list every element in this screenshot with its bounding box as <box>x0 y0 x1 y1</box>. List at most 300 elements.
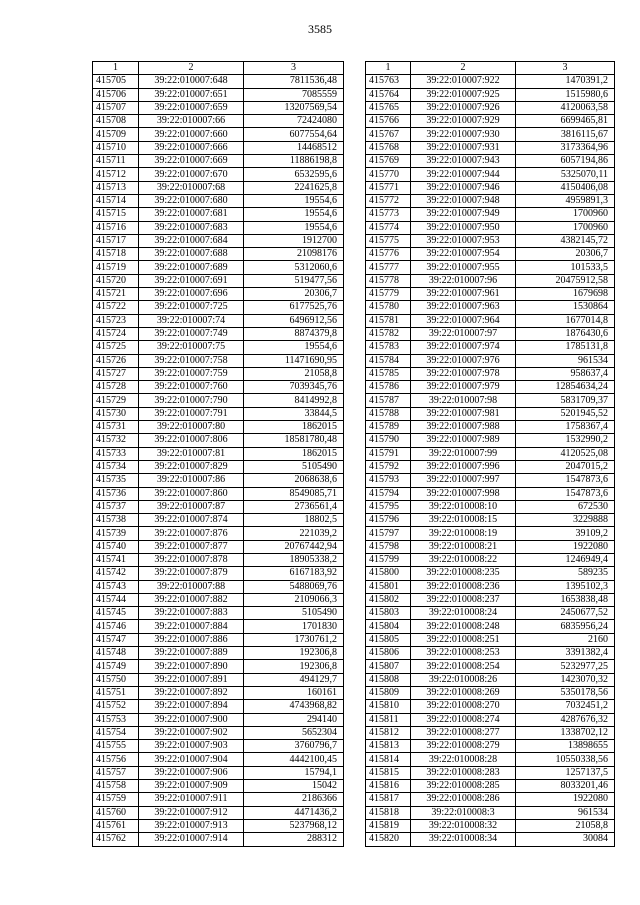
cadastral-number-cell: 39:22:010007:890 <box>139 660 244 673</box>
value-cell: 4150406,08 <box>516 181 615 194</box>
value-cell: 4743968,82 <box>244 700 344 713</box>
value-cell: 2047015,2 <box>516 460 615 473</box>
row-number-cell: 415755 <box>93 740 139 753</box>
table-row <box>366 593 615 606</box>
value-cell: 7085559 <box>244 88 344 101</box>
table-row <box>93 753 344 766</box>
table-row <box>366 261 615 274</box>
table-row <box>366 115 615 128</box>
table-row <box>93 394 344 407</box>
table-row <box>366 341 615 354</box>
cadastral-number-cell: 39:22:010007:860 <box>139 487 244 500</box>
row-number-cell: 415775 <box>366 234 411 247</box>
row-number-cell: 415818 <box>366 806 411 819</box>
row-number-cell: 415758 <box>93 780 139 793</box>
table-row <box>93 88 344 101</box>
row-number-cell: 415764 <box>366 88 411 101</box>
value-cell: 5325070,11 <box>516 168 615 181</box>
row-number-cell: 415722 <box>93 301 139 314</box>
row-number-cell: 415753 <box>93 713 139 726</box>
cadastral-number-cell: 39:22:010007:684 <box>139 234 244 247</box>
table-row <box>93 128 344 141</box>
cadastral-number-cell: 39:22:010007:981 <box>411 407 516 420</box>
value-cell: 192306,8 <box>244 647 344 660</box>
table-row <box>93 261 344 274</box>
row-number-cell: 415743 <box>93 580 139 593</box>
cadastral-number-cell: 39:22:010007:725 <box>139 301 244 314</box>
table-row <box>366 168 615 181</box>
cadastral-number-cell: 39:22:010008:274 <box>411 713 516 726</box>
table-row <box>366 288 615 301</box>
row-number-cell: 415761 <box>93 819 139 832</box>
cadastral-number-cell: 39:22:010007:75 <box>139 341 244 354</box>
table-row <box>366 833 615 846</box>
value-cell: 961534 <box>516 806 615 819</box>
table-row <box>366 394 615 407</box>
value-cell: 20767442,94 <box>244 540 344 553</box>
table-row <box>366 580 615 593</box>
value-cell: 1862015 <box>244 421 344 434</box>
column-header-number: 1 <box>366 62 411 75</box>
table-row <box>93 301 344 314</box>
table-row <box>366 633 615 646</box>
row-number-cell: 415805 <box>366 633 411 646</box>
row-number-cell: 415734 <box>93 460 139 473</box>
table-row <box>93 726 344 739</box>
value-cell: 12854634,24 <box>516 381 615 394</box>
table-row <box>366 314 615 327</box>
cadastral-number-cell: 39:22:010007:911 <box>139 793 244 806</box>
value-cell: 10550338,56 <box>516 753 615 766</box>
table-row <box>366 500 615 513</box>
value-cell: 1922080 <box>516 793 615 806</box>
row-number-cell: 415724 <box>93 327 139 340</box>
row-number-cell: 415773 <box>366 208 411 221</box>
cadastral-number-cell: 39:22:010007:666 <box>139 141 244 154</box>
value-cell: 5652304 <box>244 726 344 739</box>
table-row <box>366 354 615 367</box>
cadastral-number-cell: 39:22:010007:874 <box>139 514 244 527</box>
value-cell: 5312060,6 <box>244 261 344 274</box>
cadastral-number-cell: 39:22:010007:884 <box>139 620 244 633</box>
row-number-cell: 415806 <box>366 647 411 660</box>
value-cell: 1730761,2 <box>244 633 344 646</box>
table-row <box>93 660 344 673</box>
row-number-cell: 415750 <box>93 673 139 686</box>
row-number-cell: 415737 <box>93 500 139 513</box>
table-row <box>366 381 615 394</box>
row-number-cell: 415708 <box>93 115 139 128</box>
table-row <box>93 713 344 726</box>
table-row <box>366 700 615 713</box>
value-cell: 2160 <box>516 633 615 646</box>
value-cell: 589235 <box>516 567 615 580</box>
table-row <box>93 833 344 846</box>
value-cell: 18905338,2 <box>244 553 344 566</box>
cadastral-number-cell: 39:22:010008:277 <box>411 726 516 739</box>
value-cell: 15042 <box>244 780 344 793</box>
row-number-cell: 415780 <box>366 301 411 314</box>
cadastral-number-cell: 39:22:010007:998 <box>411 487 516 500</box>
row-number-cell: 415801 <box>366 580 411 593</box>
cadastral-number-cell: 39:22:010007:900 <box>139 713 244 726</box>
row-number-cell: 415814 <box>366 753 411 766</box>
cadastral-number-cell: 39:22:010008:279 <box>411 740 516 753</box>
row-number-cell: 415784 <box>366 354 411 367</box>
table-row <box>93 434 344 447</box>
table-row <box>366 128 615 141</box>
row-number-cell: 415808 <box>366 673 411 686</box>
cadastral-number-cell: 39:22:010007:955 <box>411 261 516 274</box>
cadastral-number-cell: 39:22:010007:926 <box>411 101 516 114</box>
value-cell: 1758367,4 <box>516 421 615 434</box>
table-row <box>93 686 344 699</box>
value-cell: 672530 <box>516 500 615 513</box>
value-cell: 5232977,25 <box>516 660 615 673</box>
value-cell: 19554,6 <box>244 221 344 234</box>
value-cell: 3173364,96 <box>516 141 615 154</box>
table-row <box>366 567 615 580</box>
table-row <box>93 527 344 540</box>
cadastral-number-cell: 39:22:010007:929 <box>411 115 516 128</box>
cadastral-number-cell: 39:22:010007:886 <box>139 633 244 646</box>
table-row <box>366 673 615 686</box>
cadastral-number-cell: 39:22:010007:669 <box>139 155 244 168</box>
row-number-cell: 415719 <box>93 261 139 274</box>
table-row <box>93 700 344 713</box>
cadastral-number-cell: 39:22:010007:88 <box>139 580 244 593</box>
cadastral-number-cell: 39:22:010008:235 <box>411 567 516 580</box>
table-row <box>93 155 344 168</box>
cadastral-number-cell: 39:22:010007:648 <box>139 75 244 88</box>
value-cell: 8414992,8 <box>244 394 344 407</box>
row-number-cell: 415785 <box>366 367 411 380</box>
value-cell: 8033201,46 <box>516 780 615 793</box>
value-cell: 1700960 <box>516 208 615 221</box>
cadastral-number-cell: 39:22:010007:891 <box>139 673 244 686</box>
table-row <box>366 819 615 832</box>
table-row <box>366 327 615 340</box>
table-row <box>366 221 615 234</box>
table-row <box>93 354 344 367</box>
value-cell: 4382145,72 <box>516 234 615 247</box>
cadastral-number-cell: 39:22:010008:286 <box>411 793 516 806</box>
value-cell: 2109066,3 <box>244 593 344 606</box>
cadastral-number-cell: 39:22:010008:237 <box>411 593 516 606</box>
row-number-cell: 415794 <box>366 487 411 500</box>
table-row <box>366 806 615 819</box>
value-cell: 1532990,2 <box>516 434 615 447</box>
row-number-cell: 415763 <box>366 75 411 88</box>
cadastral-number-cell: 39:22:010007:954 <box>411 248 516 261</box>
cadastral-number-cell: 39:22:010008:254 <box>411 660 516 673</box>
value-cell: 519477,56 <box>244 274 344 287</box>
value-cell: 101533,5 <box>516 261 615 274</box>
value-cell: 2241625,8 <box>244 181 344 194</box>
table-row <box>93 115 344 128</box>
row-number-cell: 415819 <box>366 819 411 832</box>
row-number-cell: 415776 <box>366 248 411 261</box>
row-number-cell: 415807 <box>366 660 411 673</box>
row-number-cell: 415813 <box>366 740 411 753</box>
cadastral-number-cell: 39:22:010008:15 <box>411 514 516 527</box>
value-cell: 3391382,4 <box>516 647 615 660</box>
value-cell: 160161 <box>244 686 344 699</box>
value-cell: 6177525,76 <box>244 301 344 314</box>
cadastral-number-cell: 39:22:010007:883 <box>139 607 244 620</box>
table-row <box>366 248 615 261</box>
value-cell: 1700960 <box>516 221 615 234</box>
row-number-cell: 415765 <box>366 101 411 114</box>
cadastral-number-cell: 39:22:010008:34 <box>411 833 516 846</box>
row-number-cell: 415804 <box>366 620 411 633</box>
cadastral-number-cell: 39:22:010007:963 <box>411 301 516 314</box>
value-cell: 5488069,76 <box>244 580 344 593</box>
value-cell: 6077554,64 <box>244 128 344 141</box>
table-row <box>93 168 344 181</box>
table-row <box>93 819 344 832</box>
row-number-cell: 415725 <box>93 341 139 354</box>
cadastral-number-cell: 39:22:010007:882 <box>139 593 244 606</box>
value-cell: 4442100,45 <box>244 753 344 766</box>
value-cell: 1862015 <box>244 447 344 460</box>
table-row <box>366 540 615 553</box>
cadastral-number-cell: 39:22:010007:681 <box>139 208 244 221</box>
row-number-cell: 415749 <box>93 660 139 673</box>
table-row <box>366 660 615 673</box>
table-row <box>366 766 615 779</box>
table-row <box>366 234 615 247</box>
row-number-cell: 415732 <box>93 434 139 447</box>
value-cell: 33844,5 <box>244 407 344 420</box>
row-number-cell: 415786 <box>366 381 411 394</box>
value-cell: 6699465,81 <box>516 115 615 128</box>
value-cell: 4471436,2 <box>244 806 344 819</box>
cadastral-number-cell: 39:22:010007:99 <box>411 447 516 460</box>
cadastral-number-cell: 39:22:010007:979 <box>411 381 516 394</box>
cadastral-number-cell: 39:22:010007:974 <box>411 341 516 354</box>
value-cell: 5201945,52 <box>516 407 615 420</box>
table-row <box>93 314 344 327</box>
column-header-value: 3 <box>244 62 344 75</box>
table-row <box>366 514 615 527</box>
table-row <box>93 607 344 620</box>
value-cell: 20306,7 <box>516 248 615 261</box>
value-cell: 5105490 <box>244 460 344 473</box>
value-cell: 8549085,71 <box>244 487 344 500</box>
row-number-cell: 415810 <box>366 700 411 713</box>
row-number-cell: 415817 <box>366 793 411 806</box>
table-row <box>366 753 615 766</box>
value-cell: 14468512 <box>244 141 344 154</box>
value-cell: 5237968,12 <box>244 819 344 832</box>
table-header-row <box>93 62 344 75</box>
cadastral-number-cell: 39:22:010007:877 <box>139 540 244 553</box>
row-number-cell: 415714 <box>93 194 139 207</box>
row-number-cell: 415799 <box>366 553 411 566</box>
value-cell: 1547873,6 <box>516 487 615 500</box>
row-number-cell: 415788 <box>366 407 411 420</box>
table-row <box>366 88 615 101</box>
cadastral-number-cell: 39:22:010007:976 <box>411 354 516 367</box>
cadastral-number-cell: 39:22:010007:86 <box>139 474 244 487</box>
row-number-cell: 415713 <box>93 181 139 194</box>
table-row <box>93 447 344 460</box>
row-number-cell: 415709 <box>93 128 139 141</box>
row-number-cell: 415809 <box>366 686 411 699</box>
value-cell: 1677014,8 <box>516 314 615 327</box>
value-cell: 18581780,48 <box>244 434 344 447</box>
row-number-cell: 415800 <box>366 567 411 580</box>
table-row <box>366 474 615 487</box>
row-number-cell: 415746 <box>93 620 139 633</box>
cadastral-number-cell: 39:22:010007:659 <box>139 101 244 114</box>
row-number-cell: 415735 <box>93 474 139 487</box>
value-cell: 13898655 <box>516 740 615 753</box>
cadastral-number-cell: 39:22:010008:32 <box>411 819 516 832</box>
value-cell: 5105490 <box>244 607 344 620</box>
row-number-cell: 415787 <box>366 394 411 407</box>
cadastral-number-cell: 39:22:010007:691 <box>139 274 244 287</box>
cadastral-number-cell: 39:22:010007:87 <box>139 500 244 513</box>
cadastral-number-cell: 39:22:010008:21 <box>411 540 516 553</box>
cadastral-number-cell: 39:22:010007:759 <box>139 367 244 380</box>
value-cell: 1653838,48 <box>516 593 615 606</box>
table-row <box>93 221 344 234</box>
value-cell: 1257137,5 <box>516 766 615 779</box>
value-cell: 3816115,67 <box>516 128 615 141</box>
table-row <box>366 274 615 287</box>
page-number: 3585 <box>308 22 332 36</box>
table-row <box>93 633 344 646</box>
row-number-cell: 415752 <box>93 700 139 713</box>
table-row <box>93 806 344 819</box>
value-cell: 1470391,2 <box>516 75 615 88</box>
value-cell: 6496912,56 <box>244 314 344 327</box>
cadastral-number-cell: 39:22:010007:906 <box>139 766 244 779</box>
cadastral-number-cell: 39:22:010007:878 <box>139 553 244 566</box>
row-number-cell: 415739 <box>93 527 139 540</box>
value-cell: 6057194,86 <box>516 155 615 168</box>
row-number-cell: 415723 <box>93 314 139 327</box>
table-row <box>93 208 344 221</box>
table-row <box>366 527 615 540</box>
value-cell: 4120525,08 <box>516 447 615 460</box>
cadastral-number-cell: 39:22:010008:236 <box>411 580 516 593</box>
row-number-cell: 415812 <box>366 726 411 739</box>
cadastral-number-cell: 39:22:010008:24 <box>411 607 516 620</box>
row-number-cell: 415707 <box>93 101 139 114</box>
cadastral-number-cell: 39:22:010007:829 <box>139 460 244 473</box>
row-number-cell: 415777 <box>366 261 411 274</box>
table-row <box>366 194 615 207</box>
row-number-cell: 415760 <box>93 806 139 819</box>
row-number-cell: 415751 <box>93 686 139 699</box>
row-number-cell: 415744 <box>93 593 139 606</box>
cadastral-number-cell: 39:22:010007:909 <box>139 780 244 793</box>
value-cell: 20306,7 <box>244 288 344 301</box>
cadastral-number-cell: 39:22:010007:948 <box>411 194 516 207</box>
table-row <box>93 673 344 686</box>
cadastral-number-cell: 39:22:010007:997 <box>411 474 516 487</box>
table-row <box>93 367 344 380</box>
value-cell: 2068638,6 <box>244 474 344 487</box>
table-row <box>93 766 344 779</box>
cadastral-number-cell: 39:22:010007:81 <box>139 447 244 460</box>
table-row <box>93 381 344 394</box>
cadastral-number-cell: 39:22:010007:978 <box>411 367 516 380</box>
cadastral-number-cell: 39:22:010007:903 <box>139 740 244 753</box>
cadastral-number-cell: 39:22:010007:80 <box>139 421 244 434</box>
row-number-cell: 415756 <box>93 753 139 766</box>
value-cell: 1395102,3 <box>516 580 615 593</box>
row-number-cell: 415811 <box>366 713 411 726</box>
table-row <box>93 740 344 753</box>
cadastral-number-cell: 39:22:010007:790 <box>139 394 244 407</box>
table-row <box>366 553 615 566</box>
row-number-cell: 415791 <box>366 447 411 460</box>
table-row <box>93 780 344 793</box>
column-header-cadastral: 2 <box>139 62 244 75</box>
value-cell: 1515980,6 <box>516 88 615 101</box>
row-number-cell: 415721 <box>93 288 139 301</box>
row-number-cell: 415748 <box>93 647 139 660</box>
row-number-cell: 415792 <box>366 460 411 473</box>
value-cell: 1679698 <box>516 288 615 301</box>
cadastral-number-cell: 39:22:010007:689 <box>139 261 244 274</box>
value-cell: 6167183,92 <box>244 567 344 580</box>
table-row <box>93 248 344 261</box>
table-row <box>366 740 615 753</box>
row-number-cell: 415759 <box>93 793 139 806</box>
value-cell: 2186366 <box>244 793 344 806</box>
value-cell: 2450677,52 <box>516 607 615 620</box>
cadastral-number-cell: 39:22:010007:953 <box>411 234 516 247</box>
cadastral-number-cell: 39:22:010007:660 <box>139 128 244 141</box>
row-number-cell: 415727 <box>93 367 139 380</box>
value-cell: 21058,8 <box>244 367 344 380</box>
column-header-value: 3 <box>516 62 615 75</box>
table-row <box>93 460 344 473</box>
row-number-cell: 415770 <box>366 168 411 181</box>
value-cell: 7032451,2 <box>516 700 615 713</box>
table-row <box>93 407 344 420</box>
value-cell: 21058,8 <box>516 819 615 832</box>
row-number-cell: 415820 <box>366 833 411 846</box>
table-row <box>366 101 615 114</box>
row-number-cell: 415779 <box>366 288 411 301</box>
value-cell: 72424080 <box>244 115 344 128</box>
row-number-cell: 415793 <box>366 474 411 487</box>
table-row <box>93 500 344 513</box>
cadastral-number-cell: 39:22:010007:930 <box>411 128 516 141</box>
table-row <box>366 155 615 168</box>
table-row <box>93 793 344 806</box>
table-row <box>366 713 615 726</box>
table-row <box>93 540 344 553</box>
table-row <box>366 647 615 660</box>
value-cell: 19554,6 <box>244 208 344 221</box>
cadastral-number-cell: 39:22:010008:10 <box>411 500 516 513</box>
cadastral-number-cell: 39:22:010007:902 <box>139 726 244 739</box>
row-number-cell: 415778 <box>366 274 411 287</box>
value-cell: 19554,6 <box>244 341 344 354</box>
table-row <box>366 434 615 447</box>
value-cell: 221039,2 <box>244 527 344 540</box>
table-row <box>366 141 615 154</box>
row-number-cell: 415789 <box>366 421 411 434</box>
cadastral-number-cell: 39:22:010007:670 <box>139 168 244 181</box>
